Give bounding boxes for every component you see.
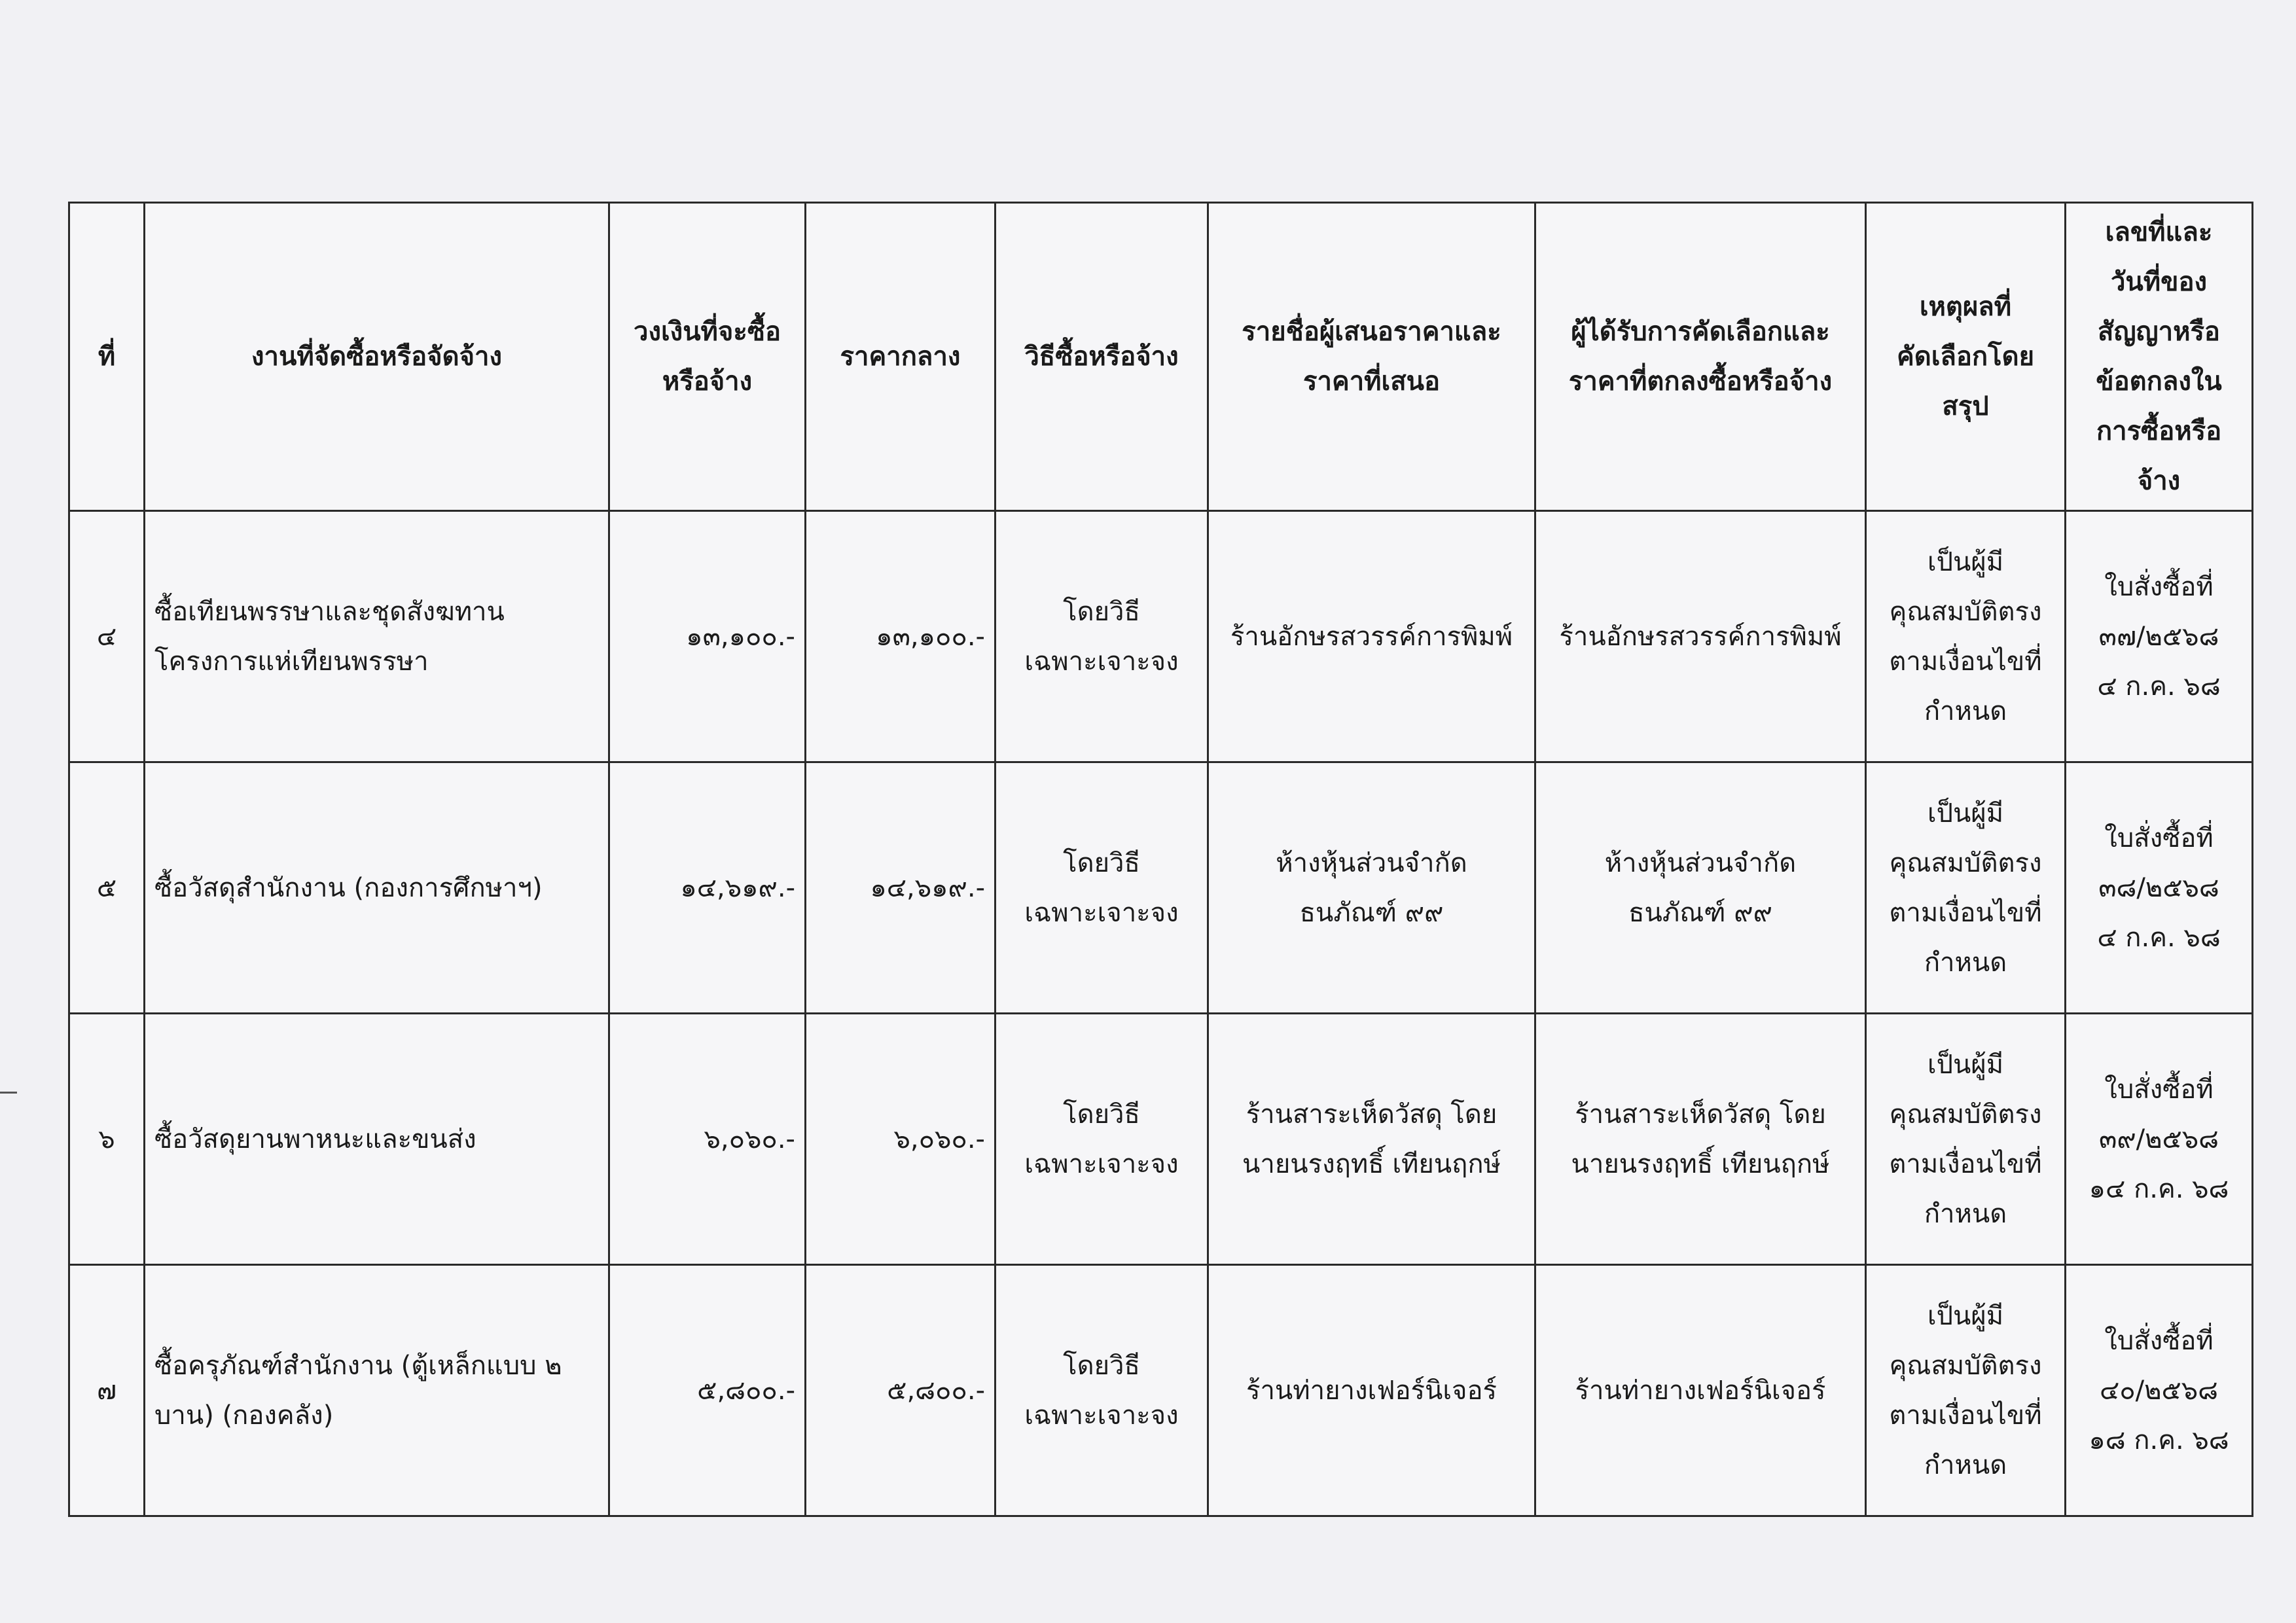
cell-task: ซื้อครุภัณฑ์สำนักงาน (ตู้เหล็กแบบ ๒ บาน) (กองคลัง) (145, 1265, 609, 1516)
cell-reason: เป็นผู้มี คุณสมบัติตรง ตามเงื่อนไขที่ กำหนด (1866, 511, 2066, 762)
cell-no: ๔ (69, 511, 145, 762)
procurement-table (68, 202, 2253, 1517)
cell-median-price: ๕,๘๐๐.- (806, 1265, 996, 1516)
header-no: ที่ (69, 203, 145, 511)
header-winner: ผู้ได้รับการคัดเลือกและ ราคาที่ตกลงซื้อหรือจ้าง (1535, 203, 1866, 511)
cell-bidders: ร้านอักษรสวรรค์การพิมพ์ (1208, 511, 1535, 762)
cell-reason: เป็นผู้มี คุณสมบัติตรง ตามเงื่อนไขที่ กำหนด (1866, 1265, 2066, 1516)
cell-budget: ๑๔,๖๑๙.- (609, 762, 806, 1014)
cell-contract: ใบสั่งซื้อที่ ๓๙/๒๕๖๘ ๑๔ ก.ค. ๖๘ (2066, 1014, 2253, 1265)
cell-method: โดยวิธี เฉพาะเจาะจง (996, 1265, 1208, 1516)
cell-no: ๖ (69, 1014, 145, 1265)
cell-method: โดยวิธี เฉพาะเจาะจง (996, 1014, 1208, 1265)
cell-contract: ใบสั่งซื้อที่ ๓๘/๒๕๖๘ ๔ ก.ค. ๖๘ (2066, 762, 2253, 1014)
cell-method: โดยวิธี เฉพาะเจาะจง (996, 511, 1208, 762)
table-row (69, 762, 2253, 1014)
cell-task: ซื้อวัสดุสำนักงาน (กองการศึกษาฯ) (145, 762, 609, 1014)
table-row (69, 511, 2253, 762)
cell-median-price: ๑๓,๑๐๐.- (806, 511, 996, 762)
cell-winner: ห้างหุ้นส่วนจำกัด ธนภัณฑ์ ๙๙ (1535, 762, 1866, 1014)
cell-no: ๕ (69, 762, 145, 1014)
cell-reason: เป็นผู้มี คุณสมบัติตรง ตามเงื่อนไขที่ กำหนด (1866, 1014, 2066, 1265)
table-row (69, 1265, 2253, 1516)
cell-reason: เป็นผู้มี คุณสมบัติตรง ตามเงื่อนไขที่ กำหนด (1866, 762, 2066, 1014)
cell-bidders: ร้านสาระเห็ดวัสดุ โดย นายนรงฤทธิ์ เทียนฤกษ์ (1208, 1014, 1535, 1265)
cell-winner: ร้านท่ายางเฟอร์นิเจอร์ (1535, 1265, 1866, 1516)
cell-contract: ใบสั่งซื้อที่ ๔๐/๒๕๖๘ ๑๘ ก.ค. ๖๘ (2066, 1265, 2253, 1516)
header-median-price: ราคากลาง (806, 203, 996, 511)
header-reason: เหตุผลที่ คัดเลือกโดย สรุป (1866, 203, 2066, 511)
cell-budget: ๖,๐๖๐.- (609, 1014, 806, 1265)
cell-task: ซื้อเทียนพรรษาและชุดสังฆทาน โครงการแห่เทียนพรรษา (145, 511, 609, 762)
cell-median-price: ๖,๐๖๐.- (806, 1014, 996, 1265)
header-budget: วงเงินที่จะซื้อ หรือจ้าง (609, 203, 806, 511)
cell-bidders: ร้านท่ายางเฟอร์นิเจอร์ (1208, 1265, 1535, 1516)
cell-task: ซื้อวัสดุยานพาหนะและขนส่ง (145, 1014, 609, 1265)
header-bidders: รายชื่อผู้เสนอราคาและ ราคาที่เสนอ (1208, 203, 1535, 511)
cell-median-price: ๑๔,๖๑๙.- (806, 762, 996, 1014)
cell-contract: ใบสั่งซื้อที่ ๓๗/๒๕๖๘ ๔ ก.ค. ๖๘ (2066, 511, 2253, 762)
cell-budget: ๑๓,๑๐๐.- (609, 511, 806, 762)
table-row (69, 1014, 2253, 1265)
cell-bidders: ห้างหุ้นส่วนจำกัด ธนภัณฑ์ ๙๙ (1208, 762, 1535, 1014)
cell-winner: ร้านอักษรสวรรค์การพิมพ์ (1535, 511, 1866, 762)
cell-no: ๗ (69, 1265, 145, 1516)
header-task: งานที่จัดซื้อหรือจัดจ้าง (145, 203, 609, 511)
page-edge-mark (0, 1092, 17, 1094)
cell-budget: ๕,๘๐๐.- (609, 1265, 806, 1516)
header-method: วิธีซื้อหรือจ้าง (996, 203, 1208, 511)
header-contract: เลขที่และ วันที่ของ สัญญาหรือ ข้อตกลงใน การซื้อหรือ จ้าง (2066, 203, 2253, 511)
cell-method: โดยวิธี เฉพาะเจาะจง (996, 762, 1208, 1014)
cell-winner: ร้านสาระเห็ดวัสดุ โดย นายนรงฤทธิ์ เทียนฤกษ์ (1535, 1014, 1866, 1265)
header-row (69, 203, 2253, 511)
